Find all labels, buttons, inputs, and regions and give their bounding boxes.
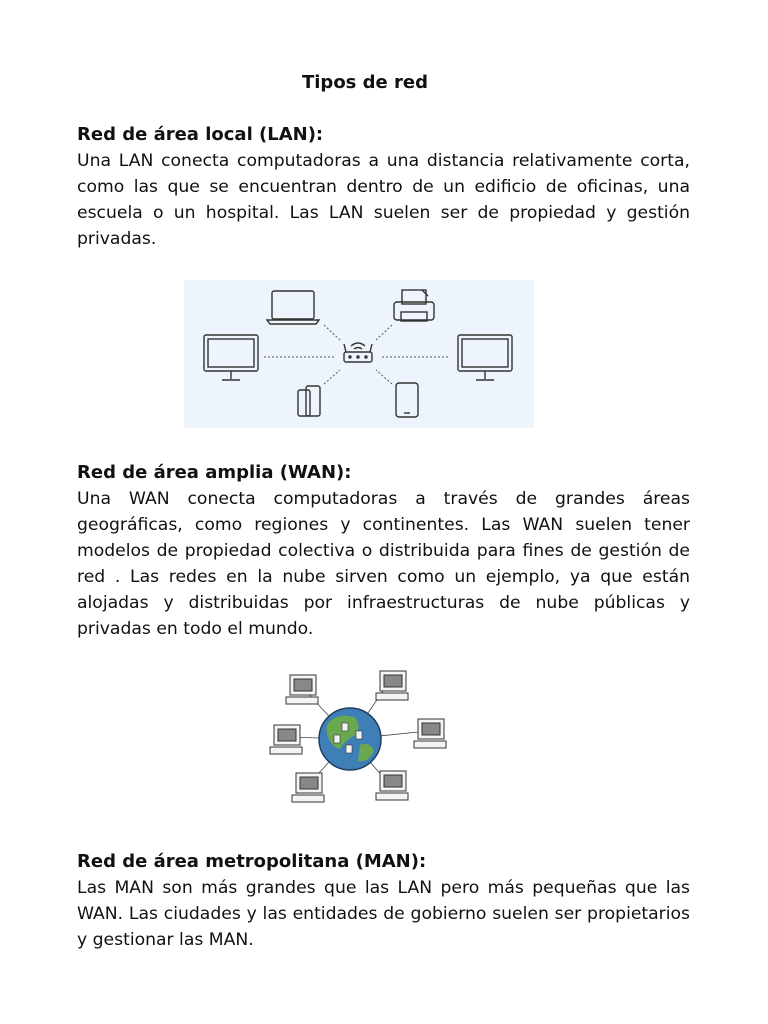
computer-icon <box>270 725 302 754</box>
globe-icon <box>319 708 381 770</box>
computer-icon <box>414 719 446 748</box>
monitor-right-icon <box>458 335 512 380</box>
lan-paragraph: Una LAN conecta computadoras a una distancia relativamente corta, como las que se encuentran dentro de un edificio de oficinas, una escuela o un hospital. Las LAN suelen ser de propiedad y gestión privadas. <box>77 151 690 249</box>
page-title: Tipos de red <box>301 72 428 93</box>
lan-diagram <box>184 280 534 428</box>
printer-icon <box>394 290 434 321</box>
wan-diagram <box>262 665 462 815</box>
man-paragraph: Las MAN son más grandes que las LAN pero más pequeñas que las WAN. Las ciudades y las entidades de gobierno suelen ser propietarios y gestionar las MAN. <box>77 878 690 950</box>
link-printer <box>376 325 392 340</box>
lan-heading: Red de área local (LAN): <box>77 124 324 145</box>
man-heading: Red de área metropolitana (MAN): <box>77 851 427 872</box>
wan-diagram-svg <box>262 665 462 815</box>
phones-icon <box>298 386 320 416</box>
wan-paragraph: Una WAN conecta computadoras a través de grandes áreas geográficas, como regiones y continentes. Las WAN suelen tener modelos de propiedad colectiva o distribuida para fines de gestión de red . Las redes en la nube sirven como un ejemplo, ya que están alojadas y distribuidas por infraestructuras de nube públicas y privadas en todo el mundo. <box>77 489 690 639</box>
computer-icon <box>376 771 408 800</box>
wan-heading: Red de área amplia (WAN): <box>77 462 352 483</box>
link-laptop <box>324 325 340 340</box>
computer-icon <box>376 671 408 700</box>
tablet-icon <box>396 383 418 417</box>
computer-icon <box>286 675 318 704</box>
laptop-icon <box>267 291 319 324</box>
monitor-left-icon <box>204 335 258 380</box>
lan-diagram-svg <box>184 280 534 428</box>
link-tablet <box>376 370 392 384</box>
router-icon <box>344 343 372 362</box>
computer-icon <box>292 773 324 802</box>
link-phones <box>324 370 340 384</box>
